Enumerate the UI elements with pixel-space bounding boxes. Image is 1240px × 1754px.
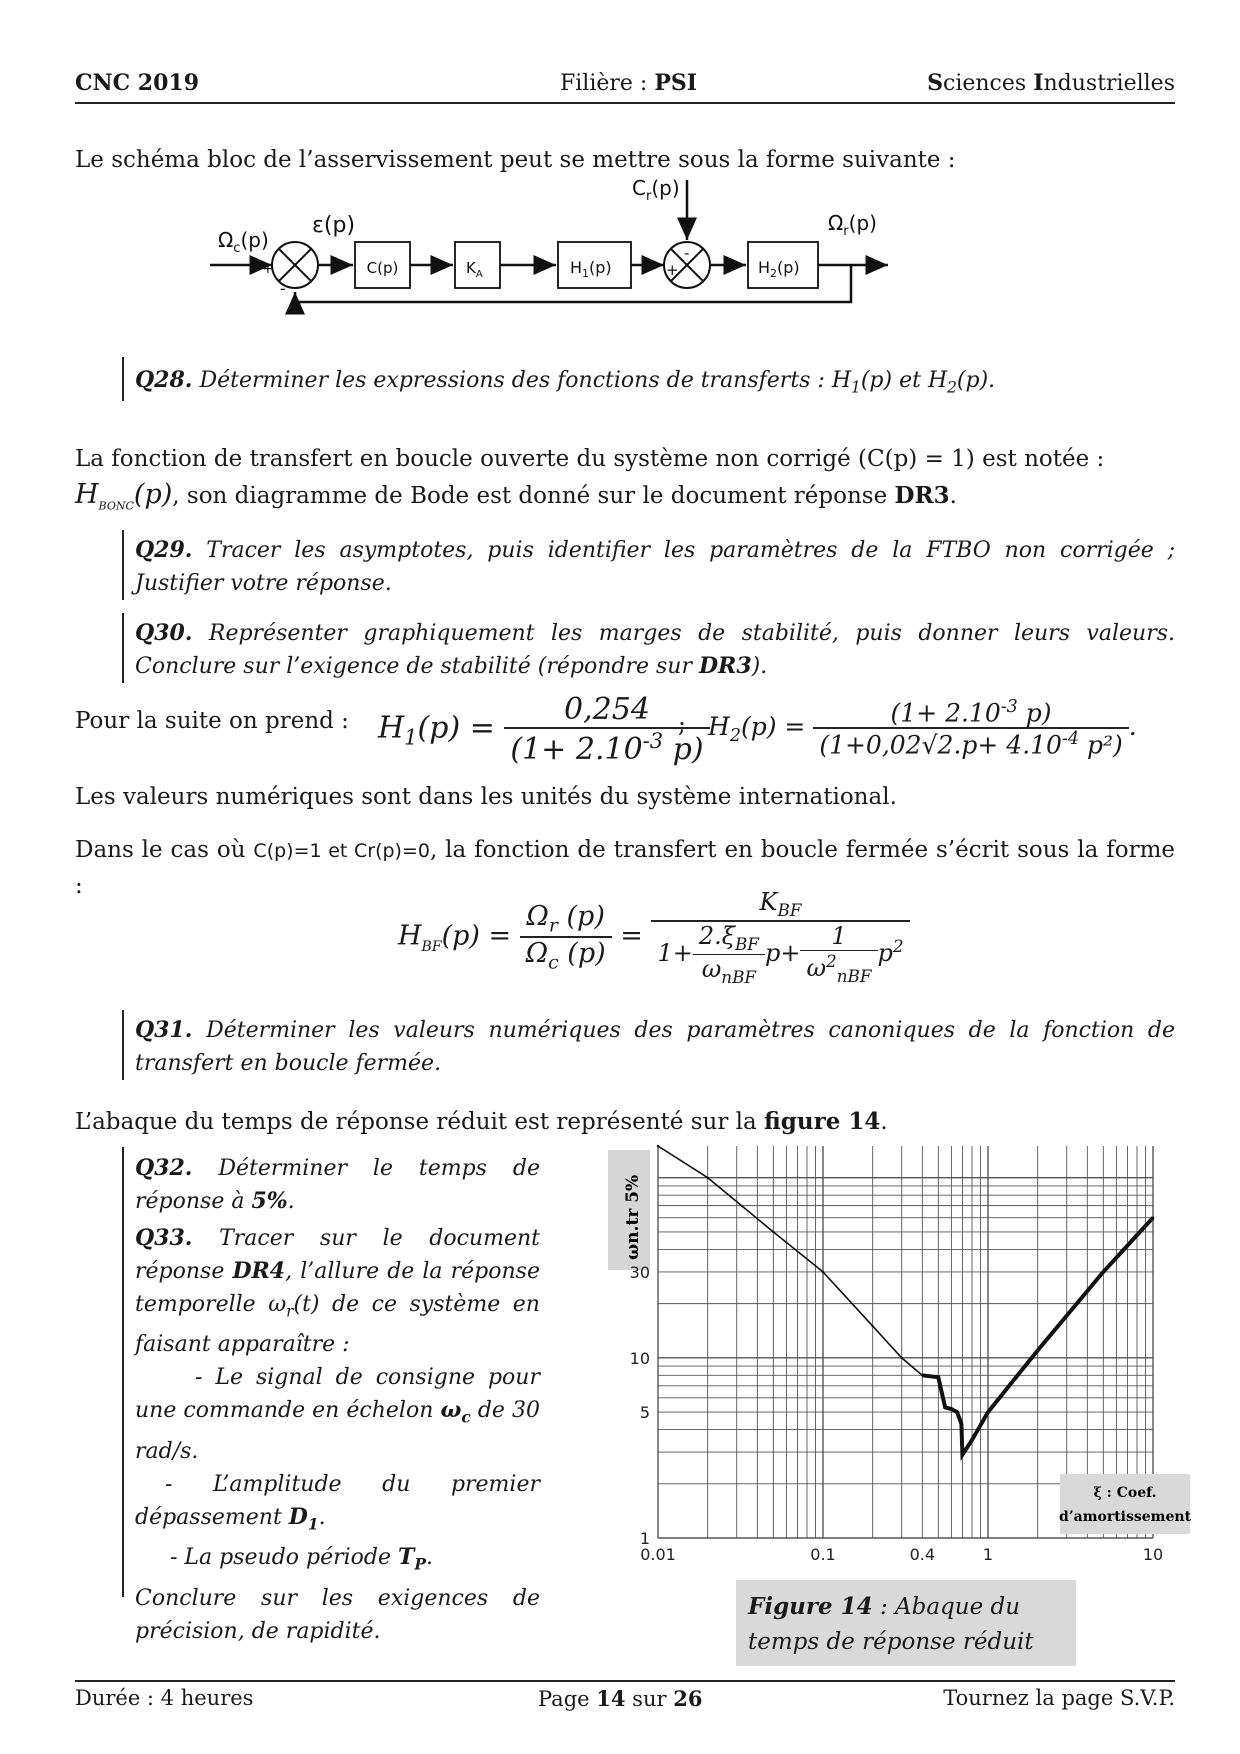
- chart-xtick-label: 0.01: [640, 1545, 676, 1564]
- chart-point: [971, 1439, 973, 1441]
- chart-legend-sub: d’amortissement: [1058, 1509, 1192, 1525]
- chart-ytick-label: 5: [639, 1403, 650, 1423]
- chart-point: [772, 1231, 774, 1233]
- header-filiere-label: Filière :: [560, 71, 655, 96]
- header-exam: CNC 2019: [75, 70, 200, 96]
- abaque-chart: [608, 1138, 1192, 1590]
- question-31: Q31. Déterminer les valeurs numériques des paramètres canoniques de la fonction de transfert en boucle fermée.: [135, 1017, 1175, 1076]
- svg-text:C(p): C(p): [366, 259, 399, 277]
- chart-point: [706, 1177, 708, 1179]
- formula-separator: ;: [678, 712, 686, 738]
- header-rule: [75, 102, 1175, 104]
- h2-formula: $H_2(p)$ = $\frac{(1+ 2.10^{-3} p)}{(1+0,02√2.p+ 4.10^{-4} p^2)}$ .: [708, 697, 1137, 760]
- footer-page: Page 14 sur 26: [538, 1686, 703, 1711]
- si-units-text: Les valeurs numériques sont dans les unités du système international.: [75, 784, 897, 810]
- chart-xtick-label: 1: [982, 1545, 994, 1564]
- chart-xtick-label: 0.4: [909, 1545, 936, 1564]
- chart-point: [1102, 1271, 1104, 1273]
- figure-caption: Figure 14 : Abaque du temps de réponse réduit: [748, 1593, 1034, 1655]
- sum1-minus: -: [280, 279, 286, 298]
- footer-turn: Tournez la page S.V.P.: [943, 1686, 1175, 1710]
- summing-junction-2: [664, 242, 710, 288]
- input-label: $\Omega_c(p)$: [218, 228, 269, 256]
- question-33: Q33. Tracer sur le document réponse DR4, l’allure de la réponse temporelle $\omega_r(t)$ de ce système en faisant apparaître : - Le signal de consigne pour une commande en échelon $\omega_c$ de 30 rad/s. - L’amplitude du premier dépassement $D_1$. - La pseudo période $T_P$. Conclure sur les exigences de précision, de rapidité.: [135, 1225, 540, 1644]
- chart-point: [1152, 1216, 1154, 1218]
- disturbance-label: $C_r(p)$: [632, 176, 680, 204]
- footer-duration: Durée : 4 heures: [75, 1686, 254, 1710]
- question-30: Q30. Représenter graphiquement les marges de stabilité, puis donner leurs valeurs. Conclure sur l’exigence de stabilité (répondre sur DR3).: [135, 620, 1175, 679]
- question-28: Q28. Déterminer les expressions des fonctions de transferts : $H_1(p)$ et $H_2(p)$.: [135, 367, 996, 397]
- chart-point: [987, 1411, 989, 1413]
- block-controller: [355, 242, 410, 288]
- block-diagram: [200, 176, 1000, 350]
- svg-text:H1(p): $H_1(p)$: [570, 258, 612, 280]
- suite-prefix: Pour la suite on prend :: [75, 708, 349, 734]
- footer-rule: [75, 1680, 1175, 1682]
- h1-formula: $H_1(p)$ = $\frac{0,254}{(1+ 2.10^{-3} p)}$: [378, 692, 710, 767]
- block-h1: [558, 242, 631, 288]
- chart-point: [956, 1411, 958, 1413]
- chart-point: [961, 1454, 963, 1456]
- chart-point: [822, 1271, 824, 1273]
- block-h2: [748, 242, 818, 288]
- chart-point: [871, 1325, 873, 1327]
- header-subject: Sciences Industrielles: [927, 70, 1175, 96]
- sum1-plus: +: [262, 261, 274, 277]
- question-29: Q29. Tracer les asymptotes, puis identifier les paramètres de la FTBO non corrigée ; Justifier votre réponse.: [135, 537, 1175, 596]
- header-filiere: [560, 70, 697, 96]
- chart-point: [901, 1357, 903, 1359]
- bonc-paragraph: La fonction de transfert en boucle ouverte du système non corrigé (C(p) = 1) est notée : $H_{BONC}(p)$, son diagramme de Bode est donné sur le document réponse DR3.: [75, 446, 1105, 513]
- block-gain-ka: [455, 242, 500, 288]
- svg-text:KA: $K_A$: [466, 259, 483, 280]
- chart-point: [960, 1423, 962, 1425]
- output-label: $\Omega_r(p)$: [828, 211, 877, 239]
- chart-ytick-label: 1: [639, 1529, 650, 1548]
- chart-ytick-label: 30: [629, 1262, 650, 1282]
- chart-point: [921, 1374, 923, 1376]
- summing-junction-1: [262, 242, 318, 298]
- chart-point: [1036, 1349, 1038, 1351]
- chart-point: [657, 1145, 659, 1147]
- svg-text:H2(p): $H_2(p)$: [758, 258, 800, 280]
- sum2-minus: -: [684, 244, 690, 262]
- chart-legend-bg: [1060, 1474, 1190, 1534]
- question-32: Q32. Déterminer le temps de réponse à 5%.: [135, 1155, 540, 1214]
- chart-point: [937, 1376, 939, 1378]
- bf-intro: Dans le cas où C(p)=1 et Cr(p)=0, la fonction de transfert en boucle fermée s’écrit sous la forme :: [75, 837, 1175, 899]
- chart-xtick-label: 10: [1142, 1545, 1164, 1564]
- sum2-plus: +: [666, 261, 679, 279]
- chart-legend-title: ξ : Coef.: [1093, 1485, 1157, 1501]
- chart-xtick-label: 0.1: [810, 1545, 836, 1564]
- error-label: ε(p): [312, 213, 356, 238]
- chart-series-line: [658, 1146, 922, 1375]
- intro-text: Le schéma bloc de l’asservissement peut se mettre sous la forme suivante :: [75, 147, 956, 173]
- abaque-intro: L’abaque du temps de réponse réduit est représenté sur la figure 14.: [75, 1108, 888, 1135]
- chart-ytick-label: 10: [629, 1348, 650, 1368]
- chart-point: [950, 1408, 952, 1410]
- chart-point: [944, 1406, 946, 1408]
- hbf-formula: $H_{BF}(p)$ = $\frac{\Omega_r (p)}{\Omega_c (p)}$ = $K_{BF}$ 1+ $\frac{2.\xi_{BF}}{\omega_{nBF}}$ p+ $\frac{1}{\omega^2_{nBF}}$ $p^2$: [398, 888, 910, 986]
- chart-ylabel: ωn.tr 5%: [623, 1174, 643, 1260]
- header-filiere-value: PSI: [654, 70, 698, 96]
